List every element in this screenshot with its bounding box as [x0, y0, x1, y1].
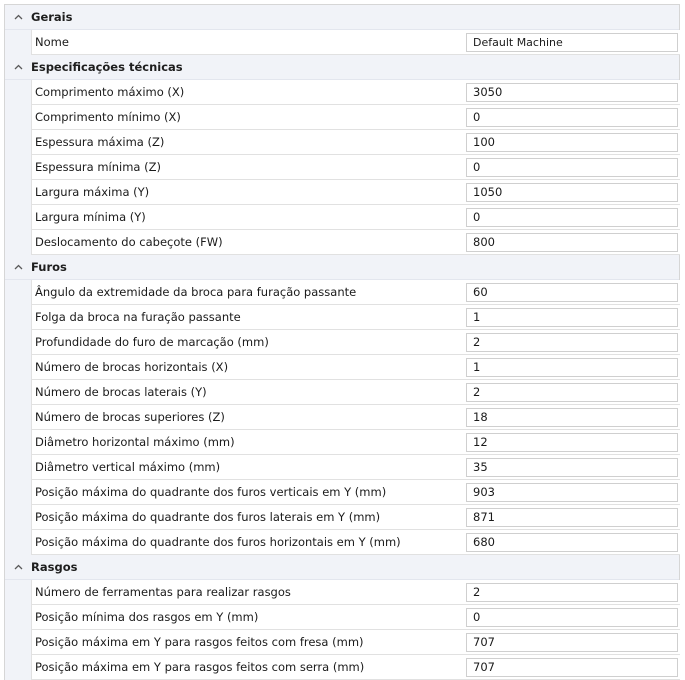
property-value-field[interactable]: 1	[466, 308, 678, 327]
property-value-field[interactable]: 0	[466, 208, 678, 227]
category-title: Rasgos	[31, 560, 78, 574]
property-value-field[interactable]: 680	[466, 533, 678, 552]
property-value-field[interactable]: 800	[466, 233, 678, 252]
property-label: Posição máxima do quadrante dos furos verticais em Y (mm)	[31, 480, 464, 505]
property-row	[5, 505, 679, 530]
property-value-field[interactable]: 12	[466, 433, 678, 452]
property-label: Comprimento máximo (X)	[31, 80, 464, 105]
property-label: Espessura mínima (Z)	[31, 155, 464, 180]
category-title: Especificações técnicas	[31, 60, 183, 74]
property-value-field[interactable]: 903	[466, 483, 678, 502]
property-label: Largura máxima (Y)	[31, 180, 464, 205]
property-row	[5, 205, 679, 230]
property-label: Folga da broca na furação passante	[31, 305, 464, 330]
property-row	[5, 430, 679, 455]
property-row	[5, 230, 679, 255]
property-row	[5, 155, 679, 180]
property-label: Espessura máxima (Z)	[31, 130, 464, 155]
property-value-field[interactable]: 0	[466, 608, 678, 627]
property-value-field[interactable]: 18	[466, 408, 678, 427]
category-furos[interactable]	[5, 255, 679, 280]
category-gerais[interactable]	[5, 5, 679, 30]
property-value-field[interactable]: 35	[466, 458, 678, 477]
property-label: Diâmetro vertical máximo (mm)	[31, 455, 464, 480]
property-value-field[interactable]: Default Machine	[466, 33, 678, 52]
property-row	[5, 105, 679, 130]
property-value-field[interactable]: 1050	[466, 183, 678, 202]
chevron-up-icon[interactable]	[5, 64, 31, 70]
category-title: Gerais	[31, 10, 73, 24]
category-title: Furos	[31, 260, 67, 274]
property-grid	[4, 4, 680, 680]
property-value-field[interactable]: 100	[466, 133, 678, 152]
property-row	[5, 180, 679, 205]
chevron-up-icon[interactable]	[5, 564, 31, 570]
property-row	[5, 305, 679, 330]
property-value-field[interactable]: 707	[466, 658, 678, 677]
chevron-up-icon[interactable]	[5, 14, 31, 20]
property-row	[5, 580, 679, 605]
property-row	[5, 605, 679, 630]
property-value-field[interactable]: 2	[466, 583, 678, 602]
property-row	[5, 455, 679, 480]
property-value-field[interactable]: 3050	[466, 83, 678, 102]
property-label: Ângulo da extremidade da broca para furação passante	[31, 280, 464, 305]
property-label: Número de brocas horizontais (X)	[31, 355, 464, 380]
property-row	[5, 80, 679, 105]
property-value-field[interactable]: 60	[466, 283, 678, 302]
property-value-field[interactable]: 1	[466, 358, 678, 377]
property-label: Número de brocas superiores (Z)	[31, 405, 464, 430]
property-label: Posição máxima do quadrante dos furos horizontais em Y (mm)	[31, 530, 464, 555]
property-label: Comprimento mínimo (X)	[31, 105, 464, 130]
property-row-nome	[5, 30, 679, 55]
property-value-field[interactable]: 0	[466, 108, 678, 127]
property-row	[5, 280, 679, 305]
property-value-field[interactable]: 2	[466, 333, 678, 352]
property-row	[5, 630, 679, 655]
property-label: Deslocamento do cabeçote (FW)	[31, 230, 464, 255]
property-value-field[interactable]: 707	[466, 633, 678, 652]
property-label: Nome	[31, 30, 464, 55]
category-especificacoes-tecnicas[interactable]	[5, 55, 679, 80]
property-row	[5, 130, 679, 155]
property-label: Posição máxima em Y para rasgos feitos com serra (mm)	[31, 655, 464, 680]
property-row	[5, 380, 679, 405]
property-value-field[interactable]: 0	[466, 158, 678, 177]
property-label: Posição mínima dos rasgos em Y (mm)	[31, 605, 464, 630]
property-row	[5, 480, 679, 505]
property-row	[5, 330, 679, 355]
property-label: Profundidade do furo de marcação (mm)	[31, 330, 464, 355]
property-label: Diâmetro horizontal máximo (mm)	[31, 430, 464, 455]
property-label: Posição máxima do quadrante dos furos laterais em Y (mm)	[31, 505, 464, 530]
property-label: Número de ferramentas para realizar rasgos	[31, 580, 464, 605]
property-value-field[interactable]: 871	[466, 508, 678, 527]
property-row	[5, 355, 679, 380]
category-rasgos[interactable]	[5, 555, 679, 580]
property-label: Largura mínima (Y)	[31, 205, 464, 230]
property-row	[5, 405, 679, 430]
property-label: Posição máxima em Y para rasgos feitos com fresa (mm)	[31, 630, 464, 655]
property-label: Número de brocas laterais (Y)	[31, 380, 464, 405]
property-row	[5, 530, 679, 555]
chevron-up-icon[interactable]	[5, 264, 31, 270]
property-row	[5, 655, 679, 680]
property-value-field[interactable]: 2	[466, 383, 678, 402]
